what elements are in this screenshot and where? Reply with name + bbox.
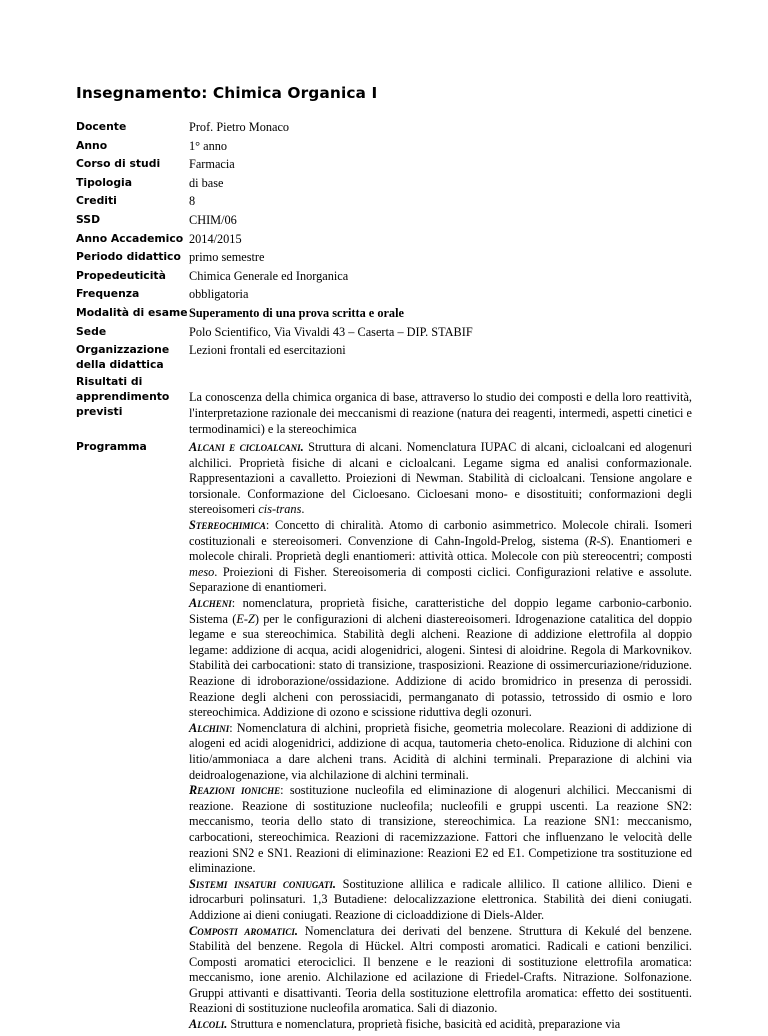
info-value: di base bbox=[189, 175, 224, 190]
section-text: Sostituzione allilica e radicale allilico. Il catione allilico. Dieni e idrocarburi polinsaturi. 1,3 Butadiene: delocalizzazione elettronica. Stabilità dei dieni coniugati. Addizione ai dieni coniugati. Reazione di cicloaddizione di Diels-Alder. bbox=[189, 876, 692, 922]
info-row-ssd bbox=[76, 213, 692, 232]
info-row-modalita-esame bbox=[76, 306, 692, 325]
section-text: : Concetto di chiralità. Atomo di carbonio asimmetrico. Molecole chirali. Isomeri costituzionali e stereoisomeri. Convenzione di Cahn-Ingold-Prelog, sistema ( bbox=[189, 518, 692, 548]
info-value: Prof. Pietro Monaco bbox=[189, 120, 290, 134]
info-label: Sede bbox=[76, 324, 107, 338]
info-label: Risultati di apprendimento previsti bbox=[76, 375, 170, 418]
info-row-anno bbox=[76, 139, 692, 158]
section-text: ). Enantiomeri e molecole chirali. Proprietà degli enantiomeri: attività ottica. Molecole con più stereocentri; composti bbox=[189, 533, 692, 564]
section-text: . bbox=[301, 502, 305, 517]
info-value: 1° anno bbox=[189, 138, 228, 153]
section-heading: Alcani e cicloalcani. bbox=[189, 440, 304, 455]
section-text: Struttura di alcani. Nomenclatura IUPAC di alcani, cicloalcani ed alogenuri alchilici. Proprietà fisiche di alcani e cicloalcani. Legame sigma ed analisi conformazionale. Rappresentazioni a cavalletto. Proiezioni di Newman. Stabilità di cicloalcani. Tensione angolare e torsionale. Conformazione del Cicloesano. Cicloesani mono- e disostituiti; conformazioni degli stereoisomeri bbox=[189, 440, 692, 517]
info-label: Periodo didattico bbox=[76, 250, 181, 264]
programma-section bbox=[189, 518, 692, 596]
programma-section bbox=[189, 783, 692, 877]
info-value: 2014/2015 bbox=[189, 231, 242, 246]
info-label: Organizzazione della didattica bbox=[76, 343, 170, 371]
info-row-corso bbox=[76, 157, 692, 176]
section-emphasis: E-Z bbox=[236, 611, 255, 626]
info-value: obbligatoria bbox=[189, 287, 249, 302]
info-row-tipologia bbox=[76, 176, 692, 195]
info-label: Frequenza bbox=[76, 287, 140, 301]
info-value: 8 bbox=[189, 194, 196, 209]
info-value: Superamento di una prova scritta e orale bbox=[189, 305, 404, 320]
programma-section bbox=[189, 924, 692, 1018]
section-emphasis: cis-trans bbox=[258, 502, 302, 517]
section-heading: Stereochimica bbox=[189, 518, 266, 533]
programma-section bbox=[189, 1017, 692, 1033]
info-label: Anno Accademico bbox=[76, 231, 184, 245]
info-row-crediti bbox=[76, 194, 692, 213]
section-emphasis: R-S bbox=[588, 533, 607, 548]
info-row-organizzazione bbox=[76, 343, 692, 375]
info-row-risultati bbox=[76, 375, 692, 440]
info-value: Lezioni frontali ed esercitazioni bbox=[189, 343, 346, 358]
info-value: Chimica Generale ed Inorganica bbox=[189, 268, 349, 283]
section-heading: Sistemi insaturi coniugati. bbox=[189, 876, 336, 891]
info-label: Docente bbox=[76, 120, 127, 133]
section-text: . Proiezioni di Fisher. Stereoisomeria di composti ciclici. Configurazioni relative e assolute. Separazione di enantiomeri. bbox=[189, 564, 692, 595]
info-label: Tipologia bbox=[76, 175, 133, 189]
programma-section bbox=[189, 596, 692, 721]
info-label: Crediti bbox=[76, 194, 117, 208]
programma-section bbox=[189, 721, 692, 783]
section-text: : sostituzione nucleofila ed eliminazione di alogenuri alchilici. Meccanismi di reazione. Reazione di sostituzione nucleofila; nucleofili e gruppi uscenti. La reazione SN2: meccanismo, teoria dello stato di transizione, stereochimica. La reazione SN1: meccanismo, carbocationi, stereochimica. Reazioni di racemizzazione. Fattori che influenzano le velocità delle reazioni SN2 e SN1. Reazioni di eliminazione: Reazioni E2 ed E1. Competizione tra sostituzione ed eliminazione. bbox=[189, 783, 693, 876]
document-page bbox=[76, 84, 692, 1036]
section-heading: Alcheni bbox=[189, 596, 232, 611]
info-row-sede bbox=[76, 325, 692, 344]
section-text: : Nomenclatura di alchini, proprietà fisiche, geometria molecolare. Reazioni di addizione di alogeni ed acidi alogenidrici, addizione di acqua, tautomeria cheto-enolica. Riduzione di alchini con litio/ammoniaca a dare alcheni trans. Acidità di alchini terminali. Preparazione di alchini via deidroalogenazione, via alchilazione di alchini terminali. bbox=[189, 720, 692, 782]
section-text: : nomenclatura, proprietà fisiche, caratteristiche del doppio legame carbonio-carbonio. Sistema ( bbox=[189, 596, 692, 626]
section-heading: Composti aromatici. bbox=[189, 923, 298, 938]
section-text: ) per le configurazioni di alcheni diastereoisomeri. Idrogenazione catalitica del doppio legame e sua stereochimica. Stabilità degli alcheni. Reazione di addizione elettrofila al doppio legame: addizione di acqua, acidi alogenidrici, alogeni. Sintesi di aloidrine. Regola di Markovnikov. Stabilità dei carbocationi: stato di transizione, trasposizioni. Reazione di ossimercuriazione/riduzione. Reazione di idroborazione/ossidazione. Addizione di acido bromidrico in presenza di perossidi. Reazione degli alcheni con perossiacidi, permanganato di potassio, tetrossido di osmio e loro stereochimica. Addizione di ozono e scissione riduttiva degli ozonuri. bbox=[189, 611, 692, 720]
info-label: Anno bbox=[76, 138, 108, 152]
info-label: Propedeuticità bbox=[76, 268, 166, 282]
info-row-programma bbox=[76, 440, 692, 1036]
info-row-propedeuticita bbox=[76, 269, 692, 288]
section-text: Nomenclatura dei derivati del benzene. Struttura di Kekulé del benzene. Stabilità del benzene. Regola di Hückel. Altri composti aromatici. Radicali e cationi benzilici. Composti aromatici eterociclici. Il benzene e le reazioni di sostituzione elettrofila aromatica: meccanismo, ione arenio. Alchilazione ed acilazione di Friedel-Crafts. Nitrazione. Solfonazione. Gruppi attivanti e disattivanti. Teoria della sostituzione elettrofila aromatica: effetto dei sostituenti. Reazioni di sostituzione nucleofila aromatica. Sali di diazonio. bbox=[189, 923, 692, 1016]
section-heading: Alcoli. bbox=[189, 1017, 228, 1032]
info-row-docente bbox=[76, 120, 692, 139]
section-emphasis: meso bbox=[189, 564, 215, 579]
info-row-frequenza bbox=[76, 287, 692, 306]
info-row-anno-accademico bbox=[76, 232, 692, 251]
programma-content bbox=[189, 440, 692, 1036]
section-text: Struttura e nomenclatura, proprietà fisiche, basicità ed acidità, preparazione via bbox=[227, 1017, 621, 1032]
info-value: La conoscenza della chimica organica di base, attraverso lo studio dei composti e della loro reattività, l'interpretazione razionale dei meccanismi di reazione (natura dei reagenti, intermedi, aspetti cinetici e termodinamici) e la stereochimica bbox=[189, 390, 692, 436]
section-heading: Reazioni ioniche bbox=[189, 783, 281, 798]
info-value: Farmacia bbox=[189, 157, 235, 172]
programma-section bbox=[189, 440, 692, 518]
info-value: Polo Scientifico, Via Vivaldi 43 – Caserta – DIP. STABIF bbox=[189, 324, 473, 339]
course-info-table bbox=[76, 120, 692, 1036]
info-label: Modalità di esame bbox=[76, 305, 188, 319]
info-label: Corso di studi bbox=[76, 157, 161, 171]
info-row-periodo bbox=[76, 250, 692, 269]
page-title: Insegnamento: Chimica Organica I bbox=[76, 84, 378, 102]
info-label: Programma bbox=[76, 440, 147, 454]
info-value: primo semestre bbox=[189, 250, 265, 265]
programma-section bbox=[189, 877, 692, 924]
section-heading: Alchini bbox=[189, 720, 230, 735]
info-label: SSD bbox=[76, 212, 101, 226]
info-value: CHIM/06 bbox=[189, 212, 237, 227]
